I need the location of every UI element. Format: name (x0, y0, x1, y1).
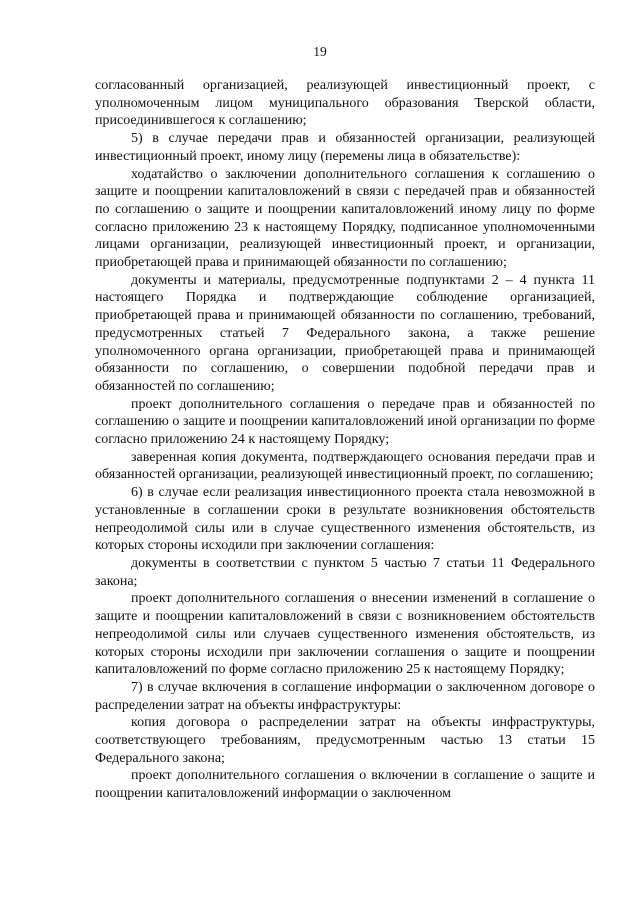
paragraph: документы и материалы, предусмотренные подпунктами 2 – 4 пункта 11 настоящего Порядка и подтверждающие соблюдение организацией, приобретающей права и принимающей обязанности по соглашению, требований, предусмотренных статьей 7 Федерального закона, а также решение уполномоченного органа организации, приобретающей права и принимающей обязанности по соглашению, о совершении подобной передачи прав и обязанностей по соглашению; (95, 272, 595, 394)
paragraph: проект дополнительного соглашения о включении в соглашение о защите и поощрении капиталовложений информации о заключенном (95, 768, 595, 802)
body-text (95, 77, 595, 803)
paragraph: ходатайство о заключении дополнительного соглашения к соглашению о защите и поощрении капиталовложений в связи с передачей прав и обязанностей по соглашению о защите и поощрении капиталовложений иному лицу по форме согласно приложению 23 к настоящему Порядку, подписанное уполномоченными лицами организации, реализующей инвестиционный проект, и организации, приобретающей права и принимающей обязанности по соглашению; (95, 166, 595, 271)
paragraph: копия договора о распределении затрат на объекты инфраструктуры, соответствующего требованиям, предусмотренным частью 13 статьи 15 Федерального закона; (95, 715, 595, 766)
paragraph-item-5: 5) в случае передачи прав и обязанностей организации, реализующей инвестиционный проект, иному лицу (перемены лица в обязательстве): (95, 131, 595, 164)
paragraph: документы в соответствии с пунктом 5 частью 7 статьи 11 Федерального закона; (95, 555, 595, 589)
paragraph: проект дополнительного соглашения о передаче прав и обязанностей по соглашению о защите и поощрении капиталовложений иной организации по форме согласно приложению 24 к настоящему Порядку; (95, 396, 595, 448)
paragraph: заверенная копия документа, подтверждающего основания передачи прав и обязанностей организации, реализующей инвестиционный проект, по соглашению; (95, 449, 595, 483)
paragraph-item-7: 7) в случае включения в соглашение информации о заключенном договоре о распределении затрат на объекты инфраструктуры: (95, 679, 595, 713)
paragraph: проект дополнительного соглашения о внесении изменений в соглашение о защите и поощрении капиталовложений в связи с возникновением обстоятельств непреодолимой силы или случаев существенного изменения обстоятельств, из которых стороны исходили при заключении соглашения о защите и поощрении капиталовложений по форме согласно приложению 25 к настоящему Порядку; (95, 591, 595, 678)
paragraph-item-6: 6) в случае если реализация инвестиционного проекта стала невозможной в установленные в соглашении сроки в результате возникновения обстоятельств непреодолимой силы или в случае существенного изменения обстоятельств, из которых стороны исходили при заключении соглашения: (95, 485, 595, 554)
page-number: 19 (313, 44, 327, 59)
paragraph-continuation: согласованный организацией, реализующей инвестиционный проект, с уполномоченным лицом муниципального образования Тверской области, присоединившегося к соглашению; (95, 78, 595, 129)
